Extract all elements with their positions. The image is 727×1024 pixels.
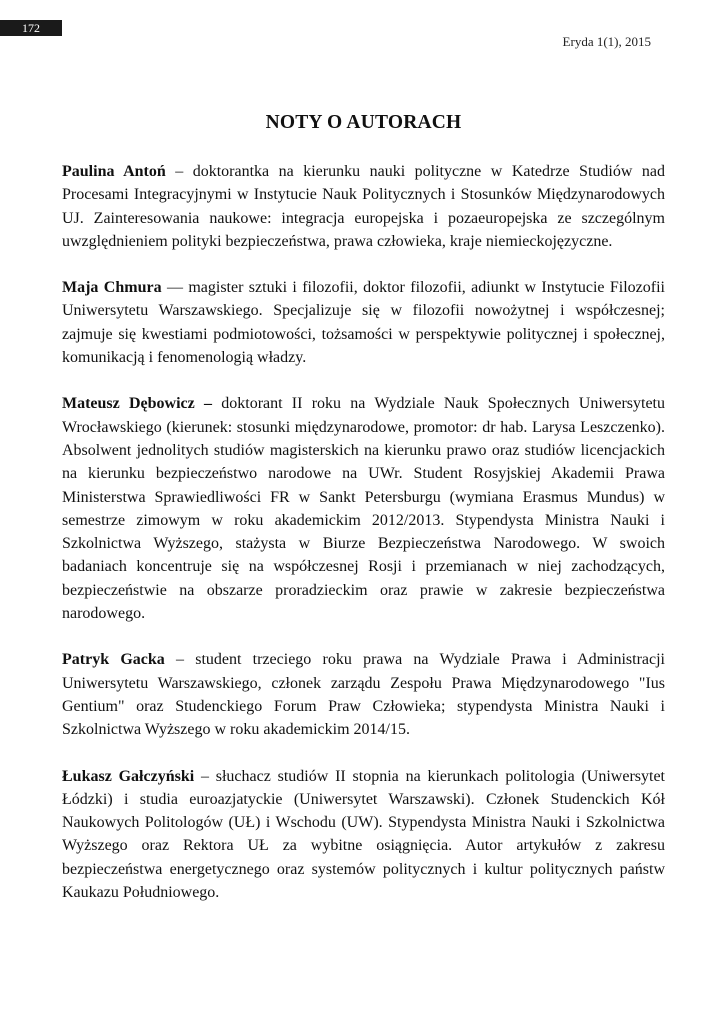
author-bio: – doktorantka na kierunku nauki polityczne w Katedrze Studiów nad Procesami Integracyjnymi w Instytucie Nauk Politycznych i Stosunków Międzynarodowych UJ. Zainteresowania naukowe: integracja europejska i pozaeuropejska ze szczególnym uwzględnieniem polityki bezpieczeństwa, prawa człowieka, kraje niemieckojęzyczne. [62, 163, 665, 250]
author-note-gacka [62, 648, 665, 741]
author-note-debowicz [62, 392, 665, 625]
page-title: NOTY O AUTORACH [265, 112, 462, 133]
author-name: Paulina Antoń [62, 163, 166, 180]
author-bio: — magister sztuki i filozofii, doktor filozofii, adiunkt w Instytucie Filozofii Uniwersytetu Warszawskiego. Specjalizuje się w filozofii nowożytnej i współczesnej; zajmuje się kwestiami podmiotowości, tożsamości w perspektywie politycznej i społecznej, komunikacją i fenomenologią władzy. [62, 279, 666, 367]
author-name: Maja Chmura [62, 279, 162, 297]
running-head: Eryda 1(1), 2015 [562, 34, 651, 49]
author-note-galczynski [62, 765, 665, 905]
page-number: 172 [0, 20, 62, 36]
author-name: Mateusz Dębowicz – [62, 395, 212, 413]
author-bio: – student trzeciego roku prawa na Wydziale Prawa i Administracji Uniwersytetu Warszawskiego, członek zarządu Zespołu Prawa Międzynarodowego "Ius Gentium" oraz Studenckiego Forum Praw Człowieka; stypendysta Ministra Nauki i Szkolnictwa Wyższego w roku akademickim 2014/15. [62, 651, 666, 739]
author-bio: doktorant II roku na Wydziale Nauk Społecznych Uniwersytetu Wrocławskiego (kierunek: stosunki międzynarodowe, promotor: dr hab. Larysa Leszczenko). Absolwent jednolitych studiów magisterskich na kierunku prawo oraz studiów licencjackich na kierunku bezpieczeństwo narodowe na UWr. Student Rosyjskiej Akademii Prawa Ministerstwa Sprawiedliwości FR w Sankt Petersburgu (wymiana Erasmus Mundus) w semestrze zimowym w roku akademickim 2012/2013. Stypendysta Ministra Nauki i Szkolnictwa Wyższego, stażysta w Biurze Bezpieczeństwa Narodowego. W swoich badaniach koncentruje się na współczesnej Rosji i przemianach w niej zachodzących, bezpieczeństwie na obszarze proradzieckim oraz prawie w zakresie bezpieczeństwa narodowego. [62, 395, 665, 623]
author-bio: – słuchacz studiów II stopnia na kierunkach politologia (Uniwersytet Łódzki) i studia euroazjatyckie (Uniwersytet Warszawski). Członek Studenckich Kół Naukowych Politologów (UŁ) i Wschodu (UW). Stypendysta Ministra Nauki i Szkolnictwa Wyższego oraz Rektora UŁ za wybitne osiągnięcia. Autor artykułów z zakresu bezpieczeństwa energetycznego oraz systemów politycznych i kultur politycznych państw Kaukazu Południowego. [62, 767, 665, 902]
author-note-chmura [62, 276, 665, 369]
author-notes [62, 160, 665, 927]
author-note-anton [62, 160, 665, 253]
author-name: Łukasz Gałczyński [62, 767, 195, 785]
author-name: Patryk Gacka [62, 651, 165, 669]
